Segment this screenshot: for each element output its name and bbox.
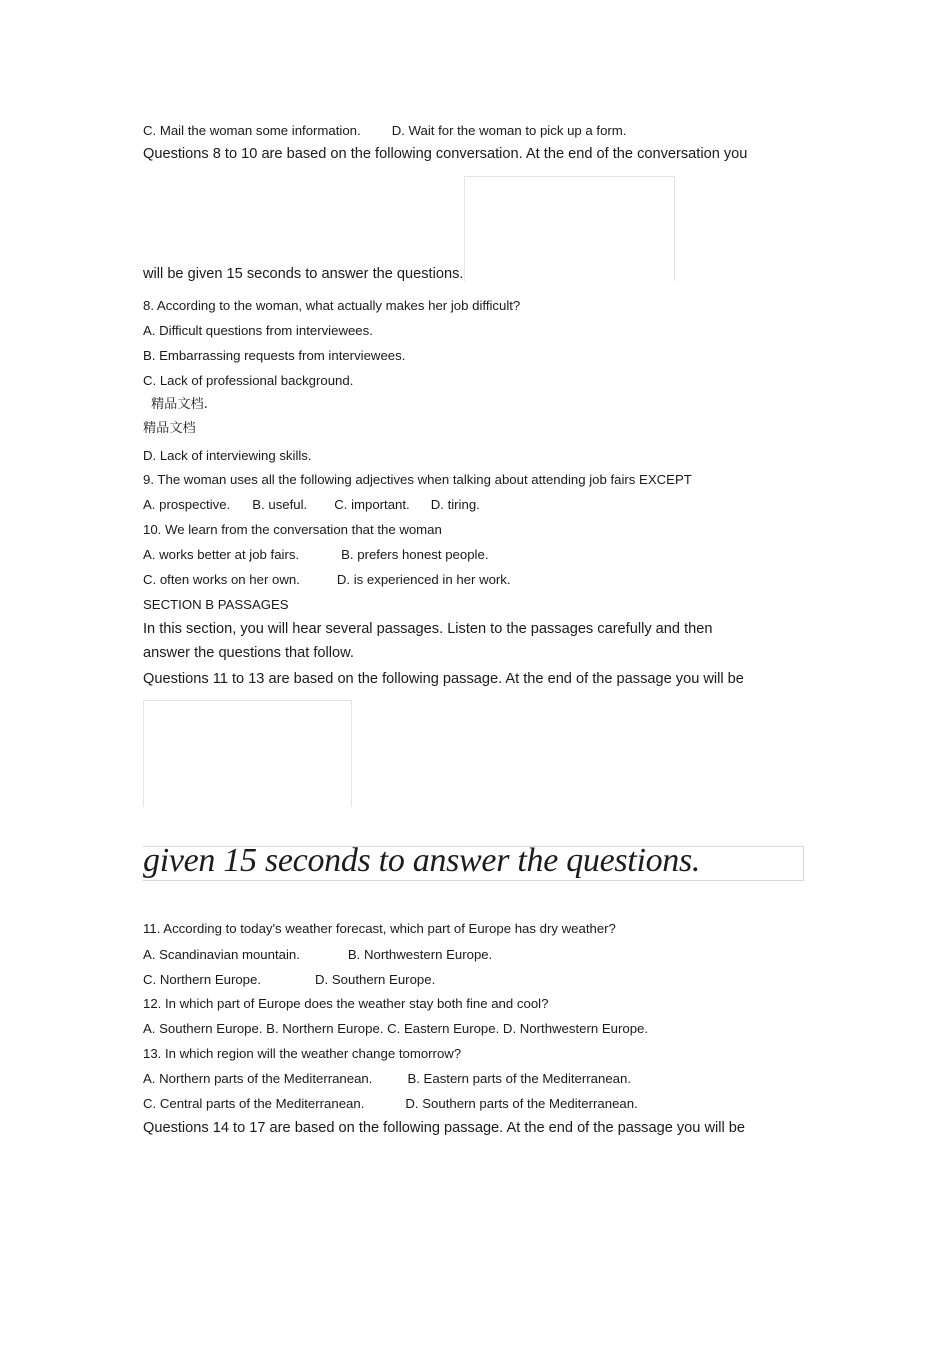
- option-text: B. Northwestern Europe.: [347, 947, 493, 962]
- question-9: 9. The woman uses all the following adjectives when talking about attending job fairs EXCEPT: [143, 472, 692, 487]
- option-text: C. important.: [334, 497, 410, 512]
- option-text: A. prospective.: [143, 497, 231, 512]
- q11-options-cd: [143, 973, 435, 986]
- q10-options-cd: [143, 573, 511, 586]
- option-text: A. Scandinavian mountain.: [143, 947, 300, 962]
- q13-options-cd: [143, 1097, 638, 1110]
- instruction-q8-10-cont: will be given 15 seconds to answer the questions.: [143, 266, 464, 282]
- instruction-q8-10: Questions 8 to 10 are based on the following conversation. At the end of the conversation you: [143, 146, 748, 162]
- option-d: D. Lack of interviewing skills.: [143, 448, 312, 463]
- q10-options-ab: [143, 548, 488, 561]
- q13-options-ab: [143, 1072, 631, 1085]
- section-heading: SECTION B PASSAGES: [143, 597, 289, 612]
- option-text: D. tiring.: [430, 497, 480, 512]
- option-a: A. Difficult questions from interviewees.: [143, 323, 373, 338]
- option-text: C. Northern Europe.: [143, 972, 262, 987]
- option-text: B. Eastern parts of the Mediterranean.: [407, 1071, 632, 1086]
- option-text: B. useful.: [252, 497, 308, 512]
- question-11: 11. According to today's weather forecast, which part of Europe has dry weather?: [143, 921, 616, 936]
- image-placeholder: [464, 176, 675, 281]
- q12-options: A. Southern Europe. B. Northern Europe. C. Eastern Europe. D. Northwestern Europe.: [143, 1021, 649, 1036]
- image-placeholder: [143, 700, 352, 807]
- question-12: 12. In which part of Europe does the weather stay both fine and cool?: [143, 996, 549, 1011]
- scanned-text: given 15 seconds to answer the questions.: [143, 846, 701, 879]
- q9-options: [143, 498, 480, 511]
- option-c: C. Lack of professional background.: [143, 373, 354, 388]
- scanned-text-image: [143, 846, 804, 881]
- option-text: C. Mail the woman some information.: [143, 123, 361, 138]
- question-13: 13. In which region will the weather change tomorrow?: [143, 1046, 462, 1061]
- option-text: B. prefers honest people.: [341, 547, 489, 562]
- option-text: D. Southern parts of the Mediterranean.: [405, 1096, 638, 1111]
- option-text: D. Wait for the woman to pick up a form.: [391, 123, 627, 138]
- q11-options-ab: [143, 948, 492, 961]
- question-10: 10. We learn from the conversation that the woman: [143, 522, 442, 537]
- instruction-q14-17: Questions 14 to 17 are based on the following passage. At the end of the passage you will be: [143, 1120, 745, 1136]
- option-b: B. Embarrassing requests from interviewees.: [143, 348, 406, 363]
- option-text: D. Southern Europe.: [315, 972, 436, 987]
- instruction-q11-13: Questions 11 to 13 are based on the following passage. At the end of the passage you will be: [143, 671, 744, 687]
- watermark-text: 精品文档.: [151, 397, 208, 412]
- option-text: C. often works on her own.: [143, 572, 300, 587]
- q7-options-cd: [143, 124, 626, 137]
- option-text: C. Central parts of the Mediterranean.: [143, 1096, 365, 1111]
- watermark-text: 精品文档: [143, 421, 196, 436]
- question-8: 8. According to the woman, what actually makes her job difficult?: [143, 298, 521, 313]
- section-instructions-cont: answer the questions that follow.: [143, 645, 354, 661]
- option-text: A. Northern parts of the Mediterranean.: [143, 1071, 373, 1086]
- option-text: D. is experienced in her work.: [336, 572, 511, 587]
- section-instructions: In this section, you will hear several passages. Listen to the passages carefully and then: [143, 621, 713, 637]
- option-text: A. works better at job fairs.: [143, 547, 300, 562]
